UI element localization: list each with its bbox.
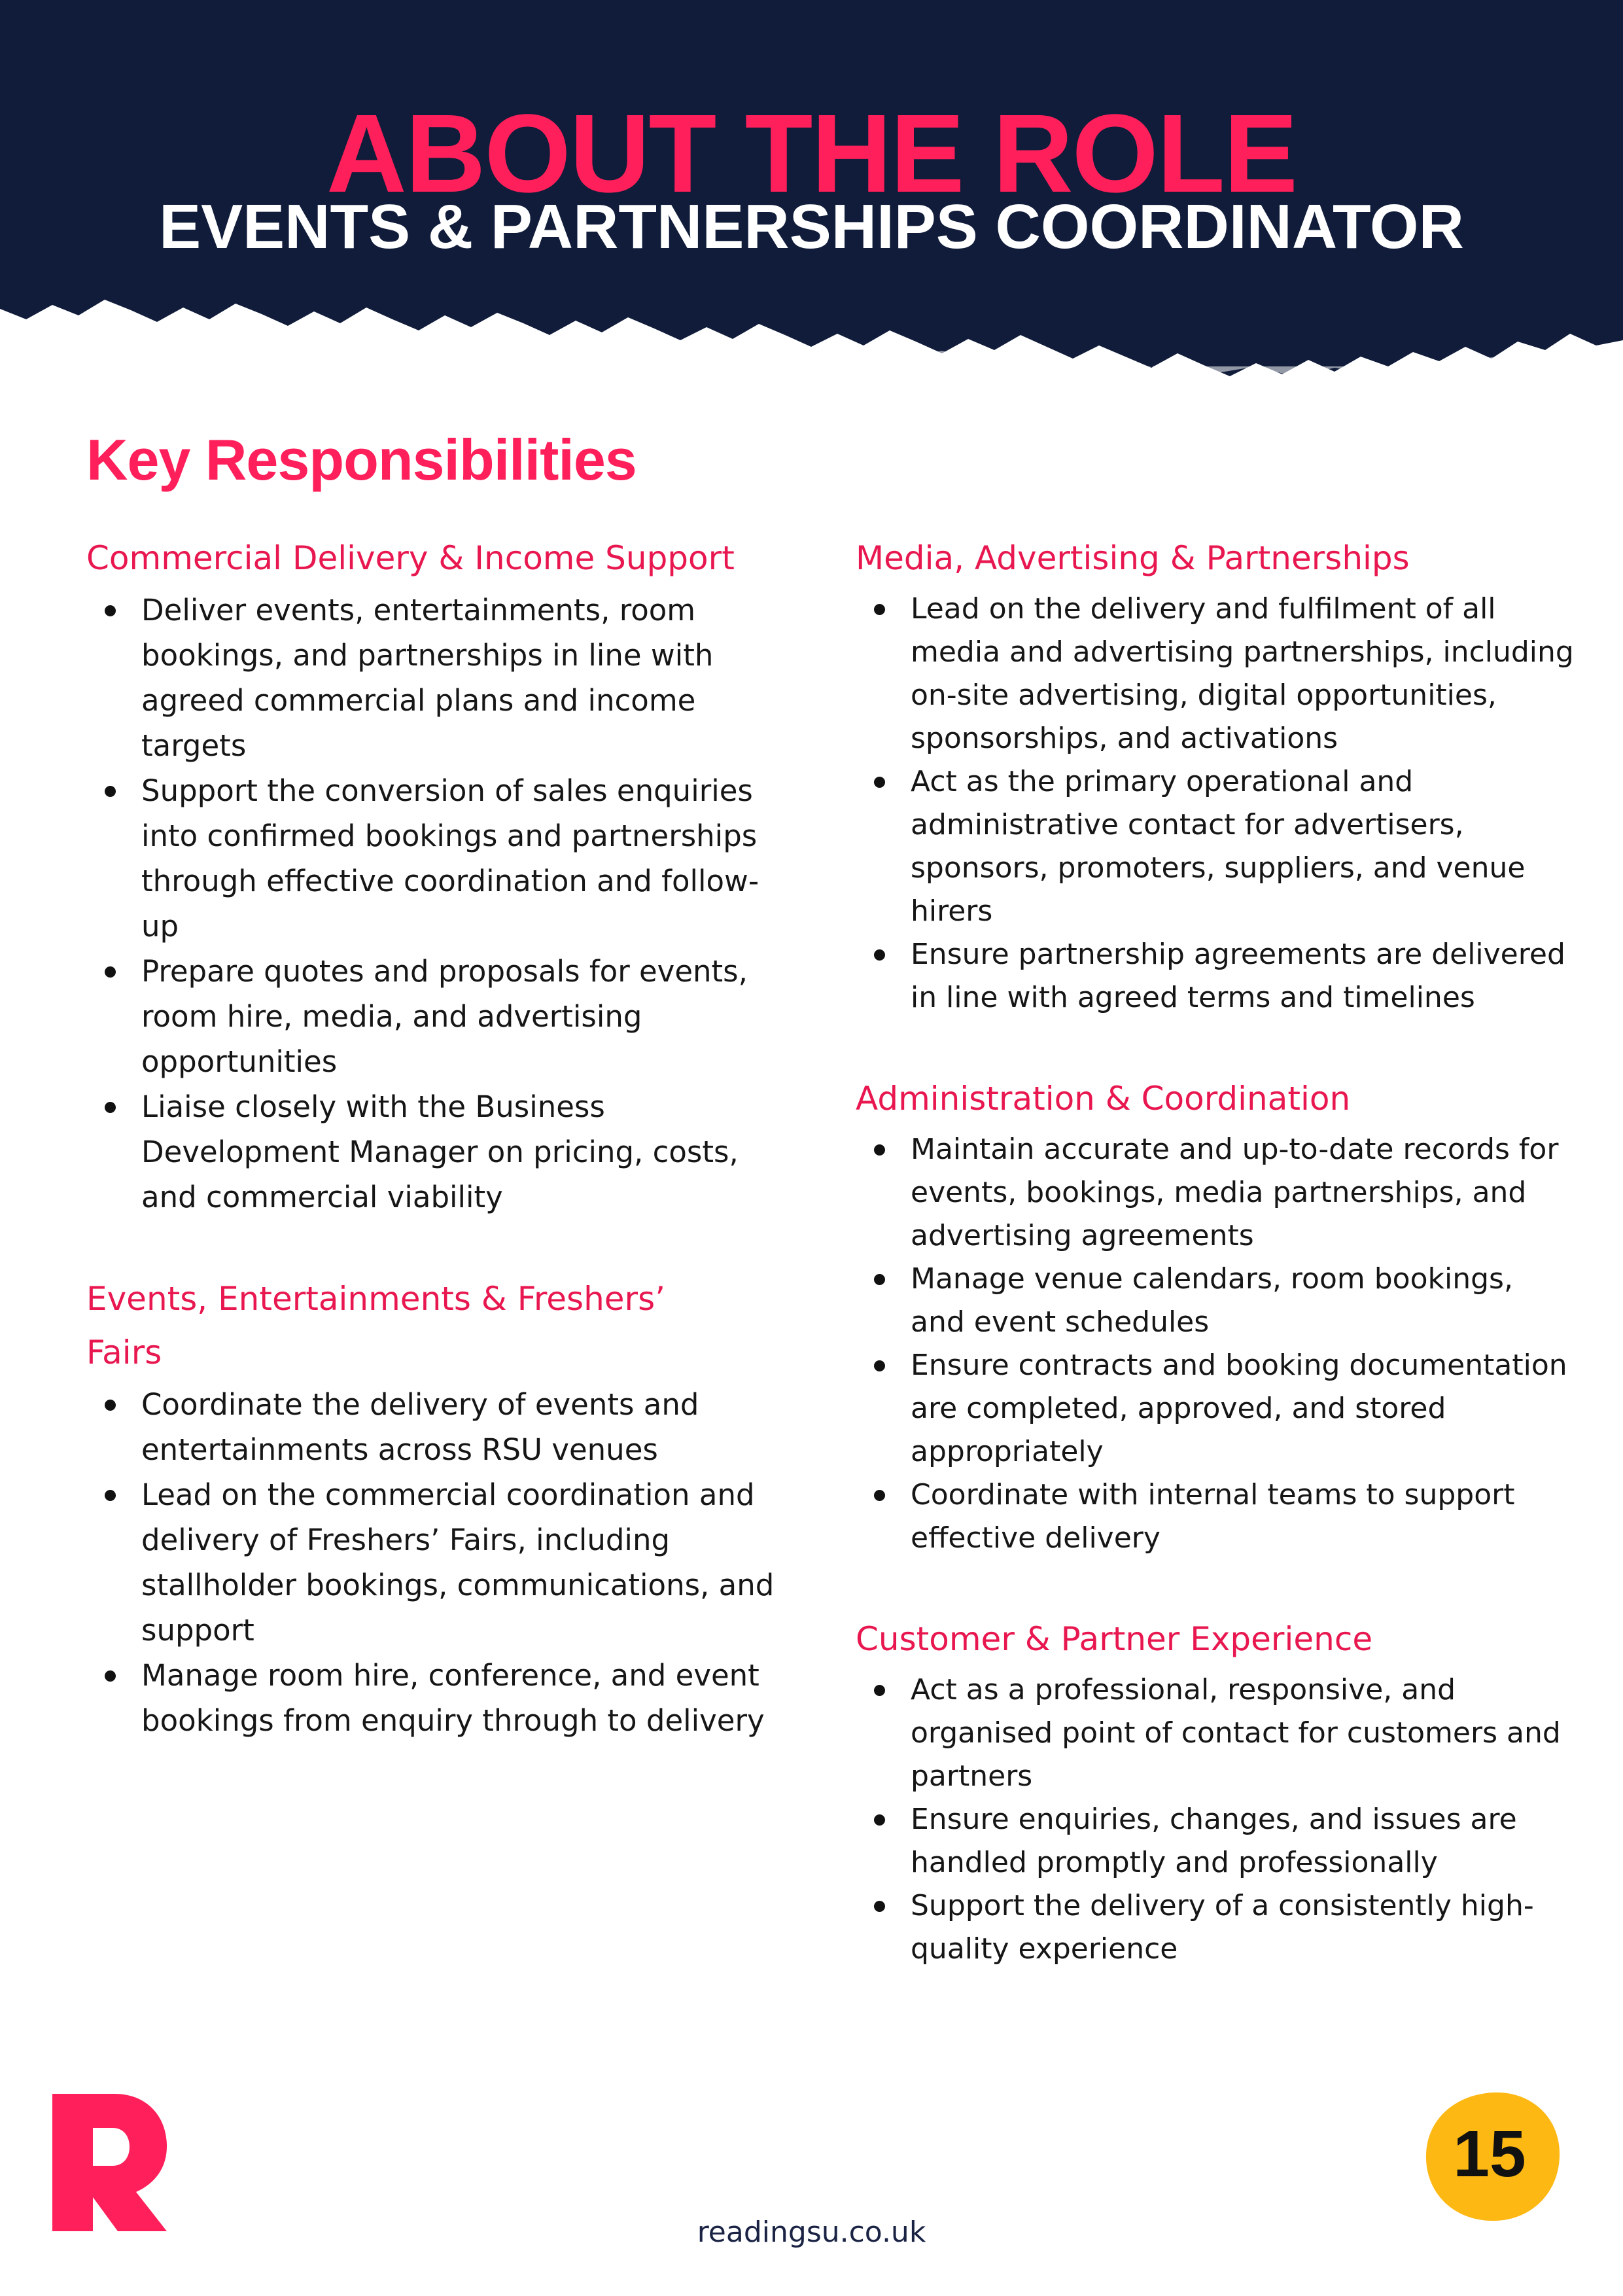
page-title: ABOUT THE ROLE	[326, 92, 1297, 216]
section-heading: Key Responsibilities	[86, 427, 637, 492]
section-customer-experience	[856, 1612, 1575, 1971]
bullet-list	[856, 588, 1575, 1019]
section-commercial-delivery	[86, 531, 780, 1220]
list-item: Prepare quotes and proposals for events, room hire, media, and advertising opportunities	[141, 949, 780, 1084]
list-item: Ensure partnership agreements are delivered in line with agreed terms and timelines	[911, 933, 1575, 1019]
section-title: Customer & Partner Experience	[856, 1620, 1373, 1658]
bullet-list	[856, 1669, 1575, 1971]
left-column	[86, 531, 780, 1795]
list-item: Act as the primary operational and administrative contact for advertisers, sponsors, promoters, suppliers, and venue hirers	[911, 760, 1575, 933]
list-item: Manage venue calendars, room bookings, and event schedules	[911, 1258, 1575, 1344]
list-item: Support the conversion of sales enquiries into confirmed bookings and partnerships through effective coordination and follow-up	[141, 768, 780, 949]
list-item: Maintain accurate and up-to-date records for events, bookings, media partnerships, and advertising agreements	[911, 1128, 1575, 1258]
right-column	[856, 531, 1575, 2023]
list-item: Ensure enquiries, changes, and issues are handled promptly and professionally	[911, 1798, 1575, 1884]
list-item: Liaise closely with the Business Development Manager on pricing, costs, and commercial viability	[141, 1084, 780, 1220]
list-item: Ensure contracts and booking documentation are completed, approved, and stored appropriately	[911, 1344, 1575, 1474]
list-item: Lead on the commercial coordination and delivery of Freshers’ Fairs, including stallholder bookings, communications, and support	[141, 1472, 780, 1653]
section-events-entertainments	[86, 1272, 780, 1743]
list-item: Coordinate the delivery of events and entertainments across RSU venues	[141, 1382, 780, 1472]
list-item: Lead on the delivery and fulfilment of all media and advertising partnerships, including on-site advertising, digital opportunities, sponsorships, and activations	[911, 588, 1575, 760]
section-title: Media, Advertising & Partnerships	[856, 539, 1410, 577]
list-item: Support the delivery of a consistently high-quality experience	[911, 1884, 1575, 1971]
bullet-list	[86, 588, 780, 1220]
list-item: Coordinate with internal teams to support effective delivery	[911, 1474, 1575, 1560]
list-item: Manage room hire, conference, and event bookings from enquiry through to delivery	[141, 1653, 780, 1743]
list-item: Deliver events, entertainments, room bookings, and partnerships in line with agreed commercial plans and income targets	[141, 588, 780, 768]
section-media-advertising	[856, 531, 1575, 1019]
footer-url[interactable]: readingsu.co.uk	[697, 2216, 926, 2249]
page-number: 15	[1453, 2117, 1526, 2191]
r-logo-icon	[52, 2094, 167, 2231]
section-administration	[856, 1072, 1575, 1560]
section-title: Events, Entertainments & Freshers’ Fairs	[86, 1280, 666, 1371]
bullet-list	[856, 1128, 1575, 1560]
list-item: Act as a professional, responsive, and organised point of contact for customers and partners	[911, 1669, 1575, 1798]
section-title: Administration & Coordination	[856, 1080, 1351, 1118]
page-header	[0, 0, 1623, 406]
role-title: EVENTS & PARTNERSHIPS COORDINATOR	[159, 192, 1464, 262]
section-title: Commercial Delivery & Income Support	[86, 539, 735, 577]
bullet-list	[86, 1382, 780, 1743]
